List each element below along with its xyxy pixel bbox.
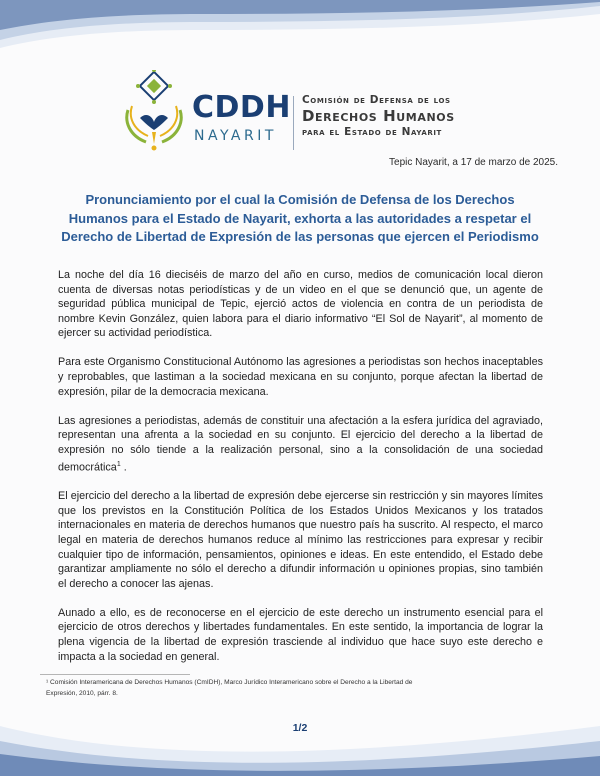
org-name-line-3: para el Estado de Nayarit bbox=[302, 125, 442, 138]
page-number: 1/2 bbox=[292, 722, 308, 734]
org-name-line-1: Comisión de Defensa de los bbox=[302, 94, 451, 106]
document-title: Pronunciamiento por el cual la Comisión de Defensa de los Derechos Humanos para el Estado de Nayarit, exhorta a las autoridades a respetar el Derecho de Libertad de Expresión de las personas que ejercen el Periodismo bbox=[61, 192, 539, 244]
paragraph-tail: . bbox=[120, 461, 127, 474]
footnote: ¹ Comisión Interamericana de Derechos Humanos (CmIDH), Marco Jurídico Interamericano sobre el Derecho a la Libertad de Expresión, 2010, párr. 8. bbox=[46, 679, 413, 697]
cddh-emblem-logo bbox=[118, 70, 190, 152]
paragraph: El ejercicio del derecho a la libertad de expresión debe ejercerse sin restricción y sin mayores límites que los previstos en la Constitución Política de los Estados Unidos Mexicanos y los tratados internacionales en materia de derechos humanos que nuestro país ha suscrito. Al respecto, el marco legal en materia de derechos humanos reduce al mínimo las restricciones para expresar y recibir cualquier tipo de información, pensamientos, opiniones e ideas. En este entendido, el Estado debe garantizar ampliamente no sólo el derecho a difundir información u opiniones propias, sino también el derecho a conocer las ajenas. bbox=[58, 490, 543, 590]
paragraph: La noche del día 16 dieciséis de marzo del año en curso, medios de comunicación local dieron cuenta de diversas notas periodísticas y de un video en el que se denunció que, un agente de seguridad pública municipal de Tepic, ejerció actos de violencia en contra de un periodista de nombre Kevin González, quien labora para el diario informativo “El Sol de Nayarit”, al momento de ejercer su actividad periodística. bbox=[58, 269, 543, 340]
paragraph: Para este Organismo Constitucional Autónomo las agresiones a periodistas son hechos inaceptables y reprobables, que lastiman a la sociedad mexicana en su conjunto, porque afectan la libertad de expresión, pilar de la democracia mexicana. bbox=[58, 356, 543, 398]
header-divider bbox=[293, 96, 294, 150]
paragraph: Aunado a ello, es de reconocerse en el ejercicio de este derecho un instrumento esencial para el ejercicio de otros derechos y libertades fundamentales. En este sentido, la importancia de lograr la plena vigencia de la libertad de expresión trasciende al individuo que hace suyo este derecho e impacta a la sociedad en general. bbox=[58, 606, 543, 663]
paragraph-text: Las agresiones a periodistas, además de constituir una afectación a la esfera jurídica del agraviado, representan una afrenta a la sociedad en su conjunto. El ejercicio del derecho a la libertad de expresión no sólo tiende a la realización personal, sino a la consolidación de una sociedad democrática bbox=[58, 414, 543, 474]
org-acronym: CDDH bbox=[192, 90, 291, 125]
corner-decoration-top-left bbox=[0, 0, 600, 60]
document-body bbox=[58, 268, 543, 679]
org-full-name bbox=[302, 95, 502, 137]
org-name-line-2: Derechos Humanos bbox=[302, 106, 455, 125]
footnote-divider bbox=[40, 674, 190, 675]
paragraph-with-footnote bbox=[58, 414, 543, 475]
footnote-reference: 1 bbox=[116, 460, 121, 468]
document-date: Tepic Nayarit, a 17 de marzo de 2025. bbox=[389, 157, 558, 168]
org-state: NAYARIT bbox=[194, 128, 277, 144]
letterhead bbox=[118, 70, 498, 152]
